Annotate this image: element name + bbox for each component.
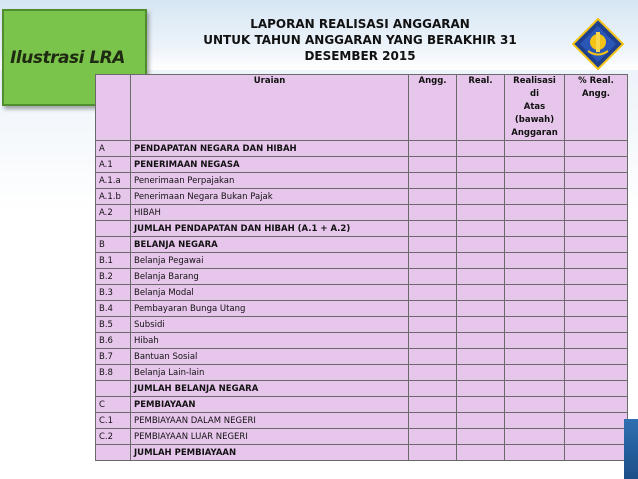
row-realisasi-cell [505,301,565,317]
table-row [96,381,628,397]
row-realisasi-cell [505,221,565,237]
row-realisasi-cell [505,173,565,189]
header-angg: Angg. [409,75,457,141]
row-angg-cell [409,285,457,301]
row-angg-cell [409,141,457,157]
row-label: Penerimaan Perpajakan [131,173,409,189]
header-realisasi-line-3: (bawah) [514,115,555,125]
row-realisasi-cell [505,141,565,157]
row-real-cell [457,269,505,285]
row-code: B.3 [96,285,131,301]
row-real-cell [457,429,505,445]
row-realisasi-cell [505,269,565,285]
row-realisasi-cell [505,413,565,429]
row-label: Subsidi [131,317,409,333]
row-angg-cell [409,237,457,253]
row-real-cell [457,221,505,237]
row-label: PEMBIAYAAN [131,397,409,413]
table-row [96,189,628,205]
header-realisasi [505,75,565,141]
row-angg-cell [409,173,457,189]
row-angg-cell [409,429,457,445]
table-header-row [96,75,628,141]
row-pct-cell [565,365,628,381]
row-angg-cell [409,397,457,413]
header-realisasi-line-1: Realisasi di [513,76,556,99]
row-code: B.7 [96,349,131,365]
header-pct [565,75,628,141]
row-pct-cell [565,205,628,221]
header-realisasi-line-4: Anggaran [511,128,558,138]
row-label: Penerimaan Negara Bukan Pajak [131,189,409,205]
row-pct-cell [565,317,628,333]
table-row [96,205,628,221]
row-code: A.1.a [96,173,131,189]
table-row [96,269,628,285]
row-label: JUMLAH PEMBIAYAAN [131,445,409,461]
row-angg-cell [409,413,457,429]
row-label: JUMLAH PENDAPATAN DAN HIBAH (A.1 + A.2) [131,221,409,237]
row-code: A [96,141,131,157]
row-realisasi-cell [505,365,565,381]
row-code: A.1.b [96,189,131,205]
row-realisasi-cell [505,381,565,397]
header-pct-line-1: % Real. [578,76,614,86]
row-code: B.6 [96,333,131,349]
row-pct-cell [565,301,628,317]
header-pct-line-2: Angg. [581,89,611,99]
row-angg-cell [409,317,457,333]
row-angg-cell [409,349,457,365]
row-pct-cell [565,285,628,301]
table-row [96,397,628,413]
row-pct-cell [565,445,628,461]
row-realisasi-cell [505,349,565,365]
table-row [96,221,628,237]
row-pct-cell [565,253,628,269]
header-realisasi-line-2: Atas [523,102,546,112]
row-label: BELANJA NEGARA [131,237,409,253]
row-label: Hibah [131,333,409,349]
row-pct-cell [565,237,628,253]
row-real-cell [457,365,505,381]
table-row [96,237,628,253]
table-row [96,429,628,445]
row-angg-cell [409,301,457,317]
table-row [96,285,628,301]
row-pct-cell [565,381,628,397]
header-code [96,75,131,141]
row-real-cell [457,317,505,333]
row-label: Pembayaran Bunga Utang [131,301,409,317]
row-angg-cell [409,205,457,221]
row-pct-cell [565,141,628,157]
row-realisasi-cell [505,445,565,461]
row-real-cell [457,253,505,269]
row-real-cell [457,397,505,413]
table-row [96,141,628,157]
row-real-cell [457,237,505,253]
row-code: C.1 [96,413,131,429]
row-label: Bantuan Sosial [131,349,409,365]
lra-table [95,74,627,461]
row-real-cell [457,285,505,301]
row-label: Belanja Pegawai [131,253,409,269]
page-title [160,16,560,64]
row-real-cell [457,301,505,317]
row-code: B [96,237,131,253]
row-pct-cell [565,333,628,349]
row-code: B.1 [96,253,131,269]
row-label: PENDAPATAN NEGARA DAN HIBAH [131,141,409,157]
title-line-1: LAPORAN REALISASI ANGGARAN [250,17,470,31]
row-label: JUMLAH BELANJA NEGARA [131,381,409,397]
row-realisasi-cell [505,317,565,333]
table-row [96,445,628,461]
table-row [96,253,628,269]
row-real-cell [457,349,505,365]
row-angg-cell [409,189,457,205]
row-real-cell [457,157,505,173]
row-label: PEMBIAYAAN LUAR NEGERI [131,429,409,445]
table-row [96,333,628,349]
row-real-cell [457,173,505,189]
row-label: HIBAH [131,205,409,221]
table-row [96,173,628,189]
table-row [96,365,628,381]
row-pct-cell [565,397,628,413]
badge-label: Ilustrasi LRA [10,47,125,68]
row-realisasi-cell [505,157,565,173]
row-angg-cell [409,269,457,285]
row-realisasi-cell [505,333,565,349]
table-row [96,349,628,365]
row-angg-cell [409,365,457,381]
header-real: Real. [457,75,505,141]
row-pct-cell [565,157,628,173]
row-label: PENERIMAAN NEGASA [131,157,409,173]
row-label: PEMBIAYAAN DALAM NEGERI [131,413,409,429]
table-row [96,301,628,317]
row-code: A.1 [96,157,131,173]
row-real-cell [457,413,505,429]
row-real-cell [457,141,505,157]
row-realisasi-cell [505,189,565,205]
row-angg-cell [409,381,457,397]
row-code: B.8 [96,365,131,381]
table-row [96,157,628,173]
row-pct-cell [565,189,628,205]
row-code: A.2 [96,205,131,221]
row-real-cell [457,445,505,461]
row-code: C [96,397,131,413]
row-pct-cell [565,269,628,285]
row-label: Belanja Lain-lain [131,365,409,381]
row-real-cell [457,205,505,221]
row-angg-cell [409,221,457,237]
corner-accent [624,419,638,479]
row-realisasi-cell [505,397,565,413]
row-angg-cell [409,333,457,349]
row-code: C.2 [96,429,131,445]
row-label: Belanja Modal [131,285,409,301]
row-code: B.4 [96,301,131,317]
row-angg-cell [409,157,457,173]
row-realisasi-cell [505,253,565,269]
row-pct-cell [565,413,628,429]
row-real-cell [457,381,505,397]
table-body [96,141,628,461]
kemenkeu-emblem-icon [572,18,624,70]
row-realisasi-cell [505,237,565,253]
title-line-3: DESEMBER 2015 [304,49,416,63]
row-code [96,221,131,237]
title-line-2: UNTUK TAHUN ANGGARAN YANG BERAKHIR 31 [203,33,517,47]
row-pct-cell [565,221,628,237]
row-realisasi-cell [505,429,565,445]
table-row [96,413,628,429]
row-code: B.5 [96,317,131,333]
row-angg-cell [409,445,457,461]
row-angg-cell [409,253,457,269]
row-real-cell [457,189,505,205]
table-row [96,317,628,333]
row-pct-cell [565,429,628,445]
row-pct-cell [565,349,628,365]
row-realisasi-cell [505,285,565,301]
row-real-cell [457,333,505,349]
row-code: B.2 [96,269,131,285]
row-realisasi-cell [505,205,565,221]
row-code [96,381,131,397]
row-label: Belanja Barang [131,269,409,285]
header-uraian: Uraian [131,75,409,141]
row-pct-cell [565,173,628,189]
row-code [96,445,131,461]
